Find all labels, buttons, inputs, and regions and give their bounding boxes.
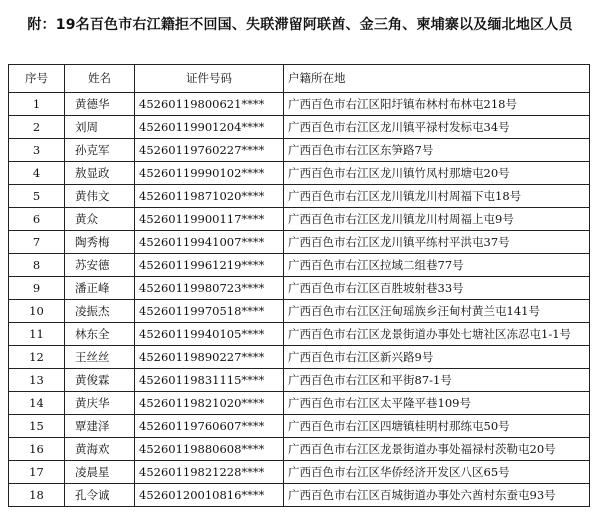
cell-id-number: 45260119821020**** [135, 392, 284, 415]
cell-id-number: 45260119941007**** [135, 231, 284, 254]
cell-id-number: 45260119961219**** [135, 254, 284, 277]
table-row [9, 116, 590, 139]
table-row [9, 185, 590, 208]
cell-id-number: 45260119890227**** [135, 346, 284, 369]
table-row [9, 484, 590, 507]
table-header-row [9, 65, 590, 93]
cell-index: 1 [9, 93, 65, 116]
table-row [9, 438, 590, 461]
cell-id-number: 45260119900117**** [135, 208, 284, 231]
cell-id-number: 45260119940105**** [135, 323, 284, 346]
cell-index: 3 [9, 139, 65, 162]
cell-id-number: 45260119901204**** [135, 116, 284, 139]
cell-household-address: 广西百色市右江区龙川镇平练村平洪屯37号 [284, 231, 590, 254]
cell-name: 覃建泽 [65, 415, 135, 438]
table-row [9, 461, 590, 484]
cell-name: 潘正峰 [65, 277, 135, 300]
cell-id-number: 45260119760607**** [135, 415, 284, 438]
cell-name: 林东全 [65, 323, 135, 346]
cell-id-number: 45260119831115**** [135, 369, 284, 392]
cell-index: 18 [9, 484, 65, 507]
cell-name: 凌晨星 [65, 461, 135, 484]
cell-name: 黄众 [65, 208, 135, 231]
cell-household-address: 广西百色市右江区龙景街道办事处福禄村茨勒屯20号 [284, 438, 590, 461]
document-title: 附：19名百色市右江籍拒不回国、失联滞留阿联酋、金三角、柬埔寨以及缅北地区人员 [27, 17, 573, 33]
header-household-address: 户籍所在地 [284, 65, 590, 93]
table-row [9, 277, 590, 300]
cell-index: 16 [9, 438, 65, 461]
cell-id-number: 45260119821228**** [135, 461, 284, 484]
table-row [9, 346, 590, 369]
cell-household-address: 广西百色市右江区龙川镇平禄村发标屯34号 [284, 116, 590, 139]
cell-index: 8 [9, 254, 65, 277]
personnel-table [8, 64, 590, 507]
cell-name: 黄庆华 [65, 392, 135, 415]
cell-name: 刘周 [65, 116, 135, 139]
cell-name: 孔令诚 [65, 484, 135, 507]
cell-id-number: 45260119760227**** [135, 139, 284, 162]
cell-id-number: 45260119880608**** [135, 438, 284, 461]
table-row [9, 323, 590, 346]
cell-index: 4 [9, 162, 65, 185]
cell-household-address: 广西百色市右江区百胜坡射巷33号 [284, 277, 590, 300]
header-id-number: 证件号码 [135, 65, 284, 93]
cell-household-address: 广西百色市右江区四塘镇桂明村那练屯50号 [284, 415, 590, 438]
cell-id-number: 45260119990102**** [135, 162, 284, 185]
table-row [9, 162, 590, 185]
cell-name: 王丝丝 [65, 346, 135, 369]
table-row [9, 300, 590, 323]
cell-id-number: 45260119980723**** [135, 277, 284, 300]
cell-name: 黄德华 [65, 93, 135, 116]
cell-index: 2 [9, 116, 65, 139]
cell-household-address: 广西百色市右江区龙景街道办事处七塘社区冻忍屯1-1号 [284, 323, 590, 346]
cell-household-address: 广西百色市右江区龙川镇竹凤村那塘屯20号 [284, 162, 590, 185]
cell-name: 陶秀梅 [65, 231, 135, 254]
table-row [9, 139, 590, 162]
table-row [9, 208, 590, 231]
table-row [9, 369, 590, 392]
cell-id-number: 45260120010816**** [135, 484, 284, 507]
header-name: 姓名 [65, 65, 135, 93]
cell-name: 黄伟文 [65, 185, 135, 208]
table-row [9, 392, 590, 415]
cell-household-address: 广西百色市右江区阳圩镇布林村布林屯218号 [284, 93, 590, 116]
cell-household-address: 广西百色市右江区龙川镇龙川村周福上屯9号 [284, 208, 590, 231]
cell-household-address: 广西百色市右江区汪甸瑶族乡汪甸村黄兰屯141号 [284, 300, 590, 323]
cell-name: 孙克军 [65, 139, 135, 162]
table-row [9, 415, 590, 438]
cell-id-number: 45260119871020**** [135, 185, 284, 208]
cell-name: 凌振杰 [65, 300, 135, 323]
cell-index: 5 [9, 185, 65, 208]
table-row [9, 231, 590, 254]
cell-household-address: 广西百色市右江区拉域二组巷77号 [284, 254, 590, 277]
cell-household-address: 广西百色市右江区东笋路7号 [284, 139, 590, 162]
cell-household-address: 广西百色市右江区太平隆平巷109号 [284, 392, 590, 415]
cell-household-address: 广西百色市右江区华侨经济开发区八区65号 [284, 461, 590, 484]
cell-index: 15 [9, 415, 65, 438]
cell-household-address: 广西百色市右江区龙川镇龙川村周福下屯18号 [284, 185, 590, 208]
cell-index: 9 [9, 277, 65, 300]
cell-household-address: 广西百色市右江区百城街道办事处六酋村东蚕屯93号 [284, 484, 590, 507]
cell-index: 13 [9, 369, 65, 392]
cell-household-address: 广西百色市右江区新兴路9号 [284, 346, 590, 369]
cell-index: 7 [9, 231, 65, 254]
cell-name: 敖显政 [65, 162, 135, 185]
table-row [9, 254, 590, 277]
table-body [9, 93, 590, 507]
cell-index: 14 [9, 392, 65, 415]
cell-index: 10 [9, 300, 65, 323]
header-index: 序号 [9, 65, 65, 93]
cell-index: 17 [9, 461, 65, 484]
cell-id-number: 45260119970518**** [135, 300, 284, 323]
cell-index: 12 [9, 346, 65, 369]
cell-household-address: 广西百色市右江区和平街87-1号 [284, 369, 590, 392]
cell-name: 黄海欢 [65, 438, 135, 461]
table-row [9, 93, 590, 116]
cell-index: 11 [9, 323, 65, 346]
cell-index: 6 [9, 208, 65, 231]
cell-name: 黄俊霖 [65, 369, 135, 392]
cell-name: 苏安德 [65, 254, 135, 277]
cell-id-number: 45260119800621**** [135, 93, 284, 116]
